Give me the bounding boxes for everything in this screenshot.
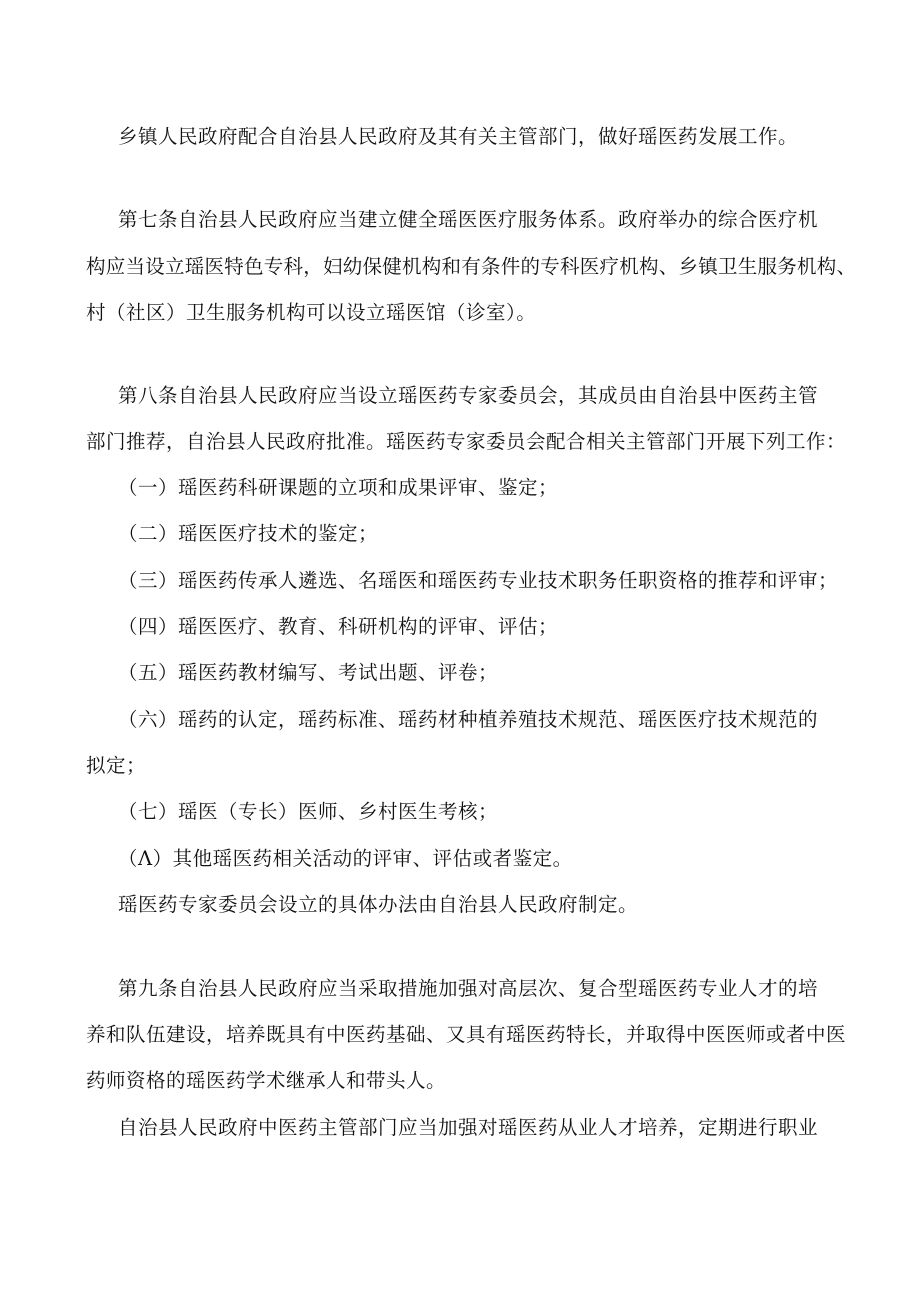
list-item: （二）瑶医医疗技术的鉴定； bbox=[118, 522, 379, 545]
article-7-line: 村（社区）卫生服务机构可以设立瑶医馆（诊室）。 bbox=[86, 301, 537, 324]
article-9-line: 药师资格的瑶医药学术继承人和带头人。 bbox=[86, 1069, 447, 1092]
article-9-line: 养和队伍建设，培养既具有中医药基础、又具有瑶医药特长，并取得中医医师或者中医 bbox=[86, 1023, 847, 1046]
article-7-line: 构应当设立瑶医特色专科，妇幼保健机构和有条件的专科医疗机构、乡镇卫生服务机构、 bbox=[86, 255, 857, 278]
list-item: （七）瑶医（专长）医师、乡村医生考核； bbox=[118, 800, 499, 823]
list-item-continuation: 拟定； bbox=[86, 754, 147, 777]
article-8-line: 第八条自治县人民政府应当设立瑶医药专家委员会，其成员由自治县中医药主管 bbox=[118, 384, 819, 407]
article-7-line: 第七条自治县人民政府应当建立健全瑶医医疗服务体系。政府举办的综合医疗机 bbox=[118, 208, 819, 231]
list-item: （一）瑶医药科研课题的立项和成果评审、鉴定； bbox=[118, 476, 559, 499]
list-item: （六）瑶药的认定，瑶药标准、瑶药材种植养殖技术规范、瑶医医疗技术规范的 bbox=[118, 708, 819, 731]
text-line: 乡镇人民政府配合自治县人民政府及其有关主管部门，做好瑶医药发展工作。 bbox=[118, 125, 799, 148]
article-9-line: 第九条自治县人民政府应当采取措施加强对高层次、复合型瑶医药专业人才的培 bbox=[118, 977, 819, 1000]
list-item: （Λ）其他瑶医药相关活动的评审、评估或者鉴定。 bbox=[118, 847, 573, 870]
list-item: （三）瑶医药传承人遴选、名瑶医和瑶医药专业技术职务任职资格的推荐和评审； bbox=[118, 569, 839, 592]
text-line: 瑶医药专家委员会设立的具体办法由自治县人民政府制定。 bbox=[118, 893, 639, 916]
text-line: 自治县人民政府中医药主管部门应当加强对瑶医药从业人才培养，定期进行职业 bbox=[118, 1116, 819, 1139]
list-item: （五）瑶医药教材编写、考试出题、评卷； bbox=[118, 661, 499, 684]
list-item: （四）瑶医医疗、教育、科研机构的评审、评估； bbox=[118, 615, 559, 638]
article-8-line: 部门推荐，自治县人民政府批准。瑶医药专家委员会配合相关主管部门开展下列工作： bbox=[86, 430, 847, 453]
